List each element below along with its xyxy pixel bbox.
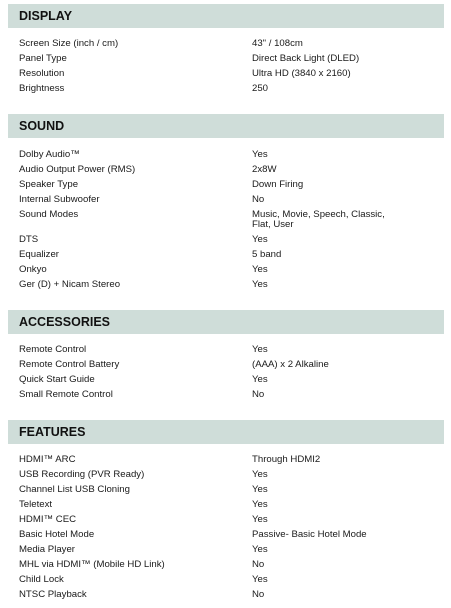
spec-value: Yes bbox=[252, 469, 268, 480]
spec-value: Passive- Basic Hotel Mode bbox=[252, 529, 367, 540]
spec-value: Direct Back Light (DLED) bbox=[252, 53, 360, 64]
spec-label: Panel Type bbox=[19, 53, 67, 64]
spec-label: Quick Start Guide bbox=[19, 374, 95, 385]
spec-label: Onkyo bbox=[19, 264, 47, 275]
spec-label: MHL via HDMI™ (Mobile HD Link) bbox=[19, 559, 165, 570]
section-header-sound: SOUND bbox=[8, 114, 444, 138]
spec-label: Dolby Audio™ bbox=[19, 149, 80, 160]
spec-label: Ger (D) + Nicam Stereo bbox=[19, 279, 121, 290]
spec-value: Yes bbox=[252, 279, 268, 290]
spec-value: Down Firing bbox=[252, 179, 304, 190]
spec-value: Yes bbox=[252, 149, 268, 160]
section-header-display: DISPLAY bbox=[8, 4, 444, 28]
spec-value: Yes bbox=[252, 514, 268, 525]
spec-value: Yes bbox=[252, 574, 268, 585]
spec-value: Yes bbox=[252, 264, 268, 275]
spec-label: Basic Hotel Mode bbox=[19, 529, 95, 540]
spec-value: 5 band bbox=[252, 249, 282, 260]
spec-label: Audio Output Power (RMS) bbox=[19, 164, 136, 175]
spec-value: Yes bbox=[252, 484, 268, 495]
spec-label: Equalizer bbox=[19, 249, 59, 260]
spec-label: USB Recording (PVR Ready) bbox=[19, 469, 145, 480]
spec-label: Brightness bbox=[19, 83, 65, 94]
spec-value: Ultra HD (3840 x 2160) bbox=[252, 68, 351, 79]
spec-label: DTS bbox=[19, 234, 39, 245]
spec-value: Music, Movie, Speech, Classic, Flat, User bbox=[252, 209, 385, 230]
spec-value: Yes bbox=[252, 344, 268, 355]
spec-label: NTSC Playback bbox=[19, 589, 87, 600]
spec-label: HDMI™ CEC bbox=[19, 514, 77, 525]
spec-label: Media Player bbox=[19, 544, 75, 555]
section-header-accessories: ACCESSORIES bbox=[8, 310, 444, 334]
spec-value: 43" / 108cm bbox=[252, 38, 303, 49]
spec-label: HDMI™ ARC bbox=[19, 454, 76, 465]
spec-label: Internal Subwoofer bbox=[19, 194, 100, 205]
spec-value: No bbox=[252, 389, 265, 400]
spec-label: Remote Control Battery bbox=[19, 359, 120, 370]
spec-value: Yes bbox=[252, 374, 268, 385]
spec-value: Yes bbox=[252, 544, 268, 555]
spec-value: 250 bbox=[252, 83, 269, 94]
spec-value: Through HDMI2 bbox=[252, 454, 321, 465]
spec-label: Child Lock bbox=[19, 574, 64, 585]
spec-value: No bbox=[252, 559, 265, 570]
section-header-features: FEATURES bbox=[8, 420, 444, 444]
spec-label: Sound Modes bbox=[19, 209, 79, 220]
spec-value: (AAA) x 2 Alkaline bbox=[252, 359, 329, 370]
spec-label: Screen Size (inch / cm) bbox=[19, 38, 119, 49]
spec-label: Small Remote Control bbox=[19, 389, 113, 400]
spec-label: Teletext bbox=[19, 499, 53, 510]
spec-label: Resolution bbox=[19, 68, 65, 79]
spec-value: No bbox=[252, 589, 265, 600]
spec-value: Yes bbox=[252, 499, 268, 510]
spec-label: Speaker Type bbox=[19, 179, 79, 190]
spec-label: Remote Control bbox=[19, 344, 87, 355]
spec-value: Yes bbox=[252, 234, 268, 245]
spec-value: No bbox=[252, 194, 265, 205]
spec-label: Channel List USB Cloning bbox=[19, 484, 130, 495]
spec-value: 2x8W bbox=[252, 164, 277, 175]
